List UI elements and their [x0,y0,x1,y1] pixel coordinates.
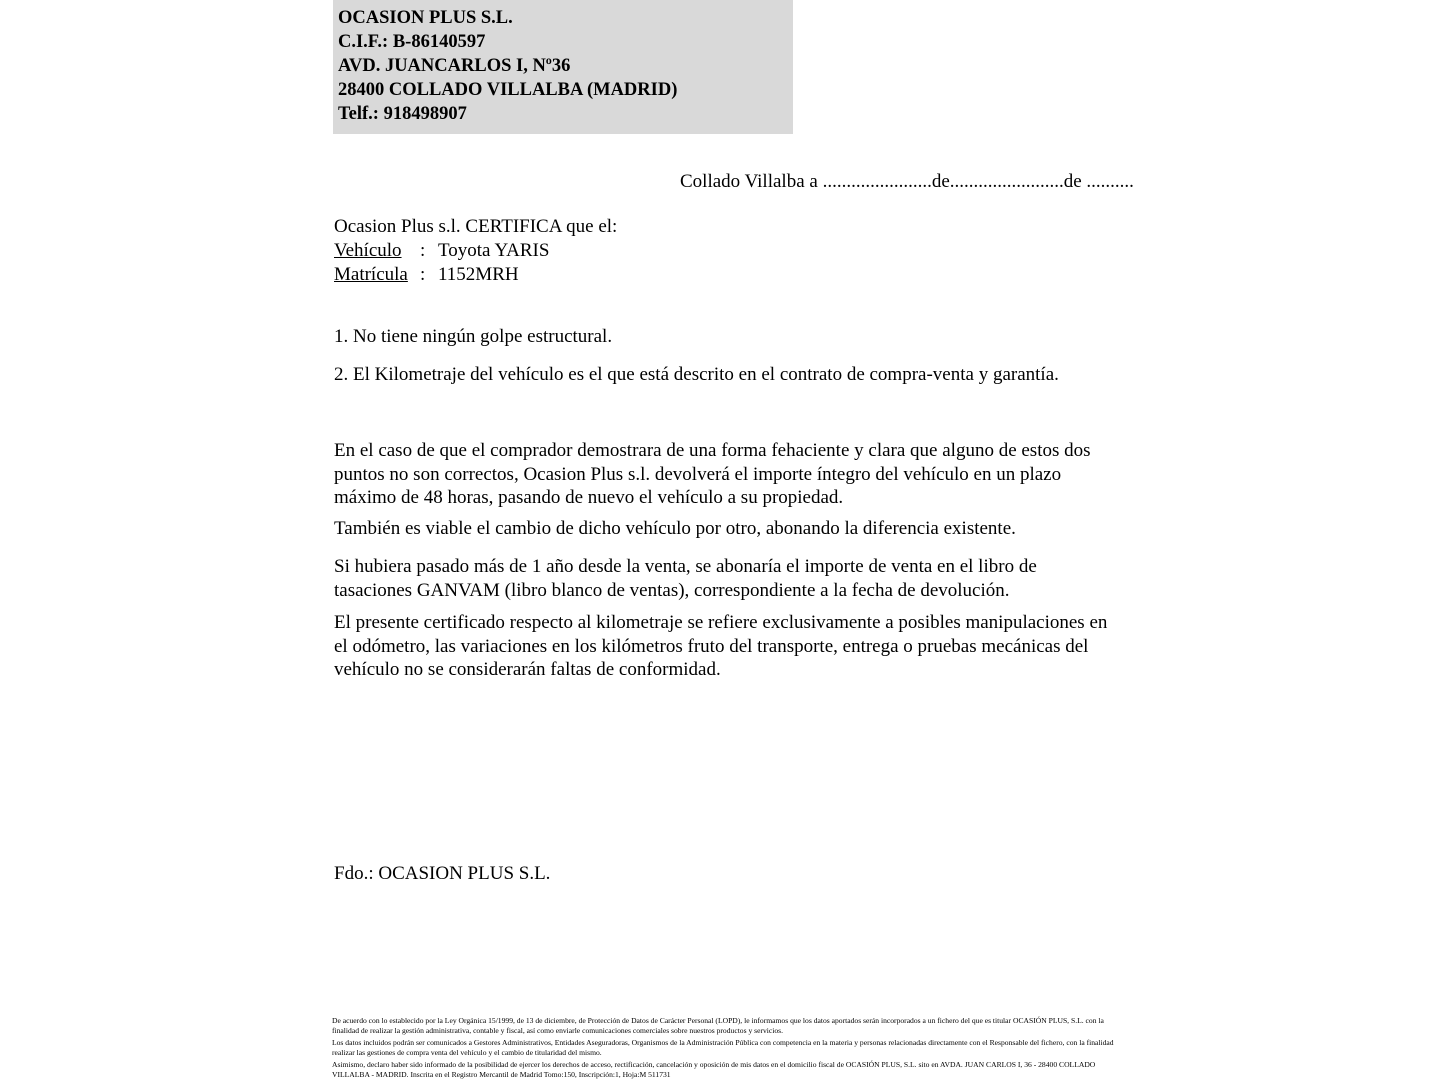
legal-paragraph-1: De acuerdo con lo establecido por la Ley Orgánica 15/1999, de 13 de diciembre, de Protección de Datos de Carácter Personal (LOPD), le informamos que los datos aportados serán incorporados a un fichero del que es titular OCASIÓN PLUS, S.L. con la finalidad de realizar la gestión administrativa, contable y fiscal, así como enviarle comunicaciones comerciales sobre nuestros productos y servicios. [332,1016,1104,1035]
legal-paragraph-3: Asimismo, declaro haber sido informado de la posibilidad de ejercer los derechos de acceso, rectificación, cancelación y oposición de mis datos en el domicilio fiscal de OCASIÓN PLUS, S.L. sito en AVDA. JUAN CARLOS I, 36 - 28400 COLLADO VILLALBA - MADRID. Inscrita en el Registro Mercantil de Madrid Tomo:150, Inscripción:1, Hoja:M 511731 [332,1060,1096,1079]
body-paragraph-1: En el caso de que el comprador demostrara de una forma fehaciente y clara que alguno de estos dos puntos no son correctos, Ocasion Plus s.l. devolverá el importe íntegro del vehículo en un plazo máximo de 48 horas, pasando de nuevo el vehículo a su propiedad. [334,440,1091,508]
body-paragraph-3: Si hubiera pasado más de 1 año desde la venta, se abonaría el importe de venta en el libro de tasaciones GANVAM (libro blanco de ventas), correspondiente a la fecha de devolución. [334,556,1037,601]
body-paragraph-4: El presente certificado respecto al kilometraje se refiere exclusivamente a posibles manipulaciones en el odómetro, las variaciones en los kilómetros fruto del transporte, entrega o pruebas mecánicas del vehículo no se considerarán faltas de conformidad. [334,612,1108,680]
company-header-box [333,0,793,134]
company-cif: C.I.F.: B-86140597 [338,32,486,52]
legal-paragraph-2: Los datos incluidos podrán ser comunicados a Gestores Administrativos, Entidades Aseguradoras, Organismos de la Administración Pública con competencia en la materia y personas relacionadas directamente con el Responsable del fichero, con la finalidad realizar las gestiones de compra venta del vehículo y el cambio de titularidad del mismo. [332,1038,1114,1057]
point-item-2: 2. El Kilometraje del vehículo es el que está descrito en el contrato de compra-venta y garantía. [334,364,1059,385]
plate-row [334,263,617,287]
certification-block [334,215,617,287]
company-name: OCASION PLUS S.L. [338,8,513,28]
signature-line: Fdo.: OCASION PLUS S.L. [334,863,551,884]
certification-intro: Ocasion Plus s.l. CERTIFICA que el: [334,216,618,237]
plate-label: Matrícula [334,264,408,285]
legal-footer [332,1016,1122,1080]
plate-value: 1152MRH [438,264,519,285]
vehicle-value: Toyota YARIS [438,240,550,261]
vehicle-separator: : [420,240,426,261]
body-paragraph-2: También es viable el cambio de dicho vehículo por otro, abonando la diferencia existente. [334,518,1016,539]
company-city: 28400 COLLADO VILLALBA (MADRID) [338,80,678,100]
company-address: AVD. JUANCARLOS I, Nº36 [338,56,571,76]
point-item-1: 1. No tiene ningún golpe estructural. [334,326,613,347]
plate-separator: : [420,264,426,285]
company-phone: Telf.: 918498907 [338,104,467,124]
vehicle-row [334,239,617,263]
vehicle-label: Vehículo [334,240,402,261]
date-line: Collado Villalba a .......................de........................de .......... [680,171,1134,192]
